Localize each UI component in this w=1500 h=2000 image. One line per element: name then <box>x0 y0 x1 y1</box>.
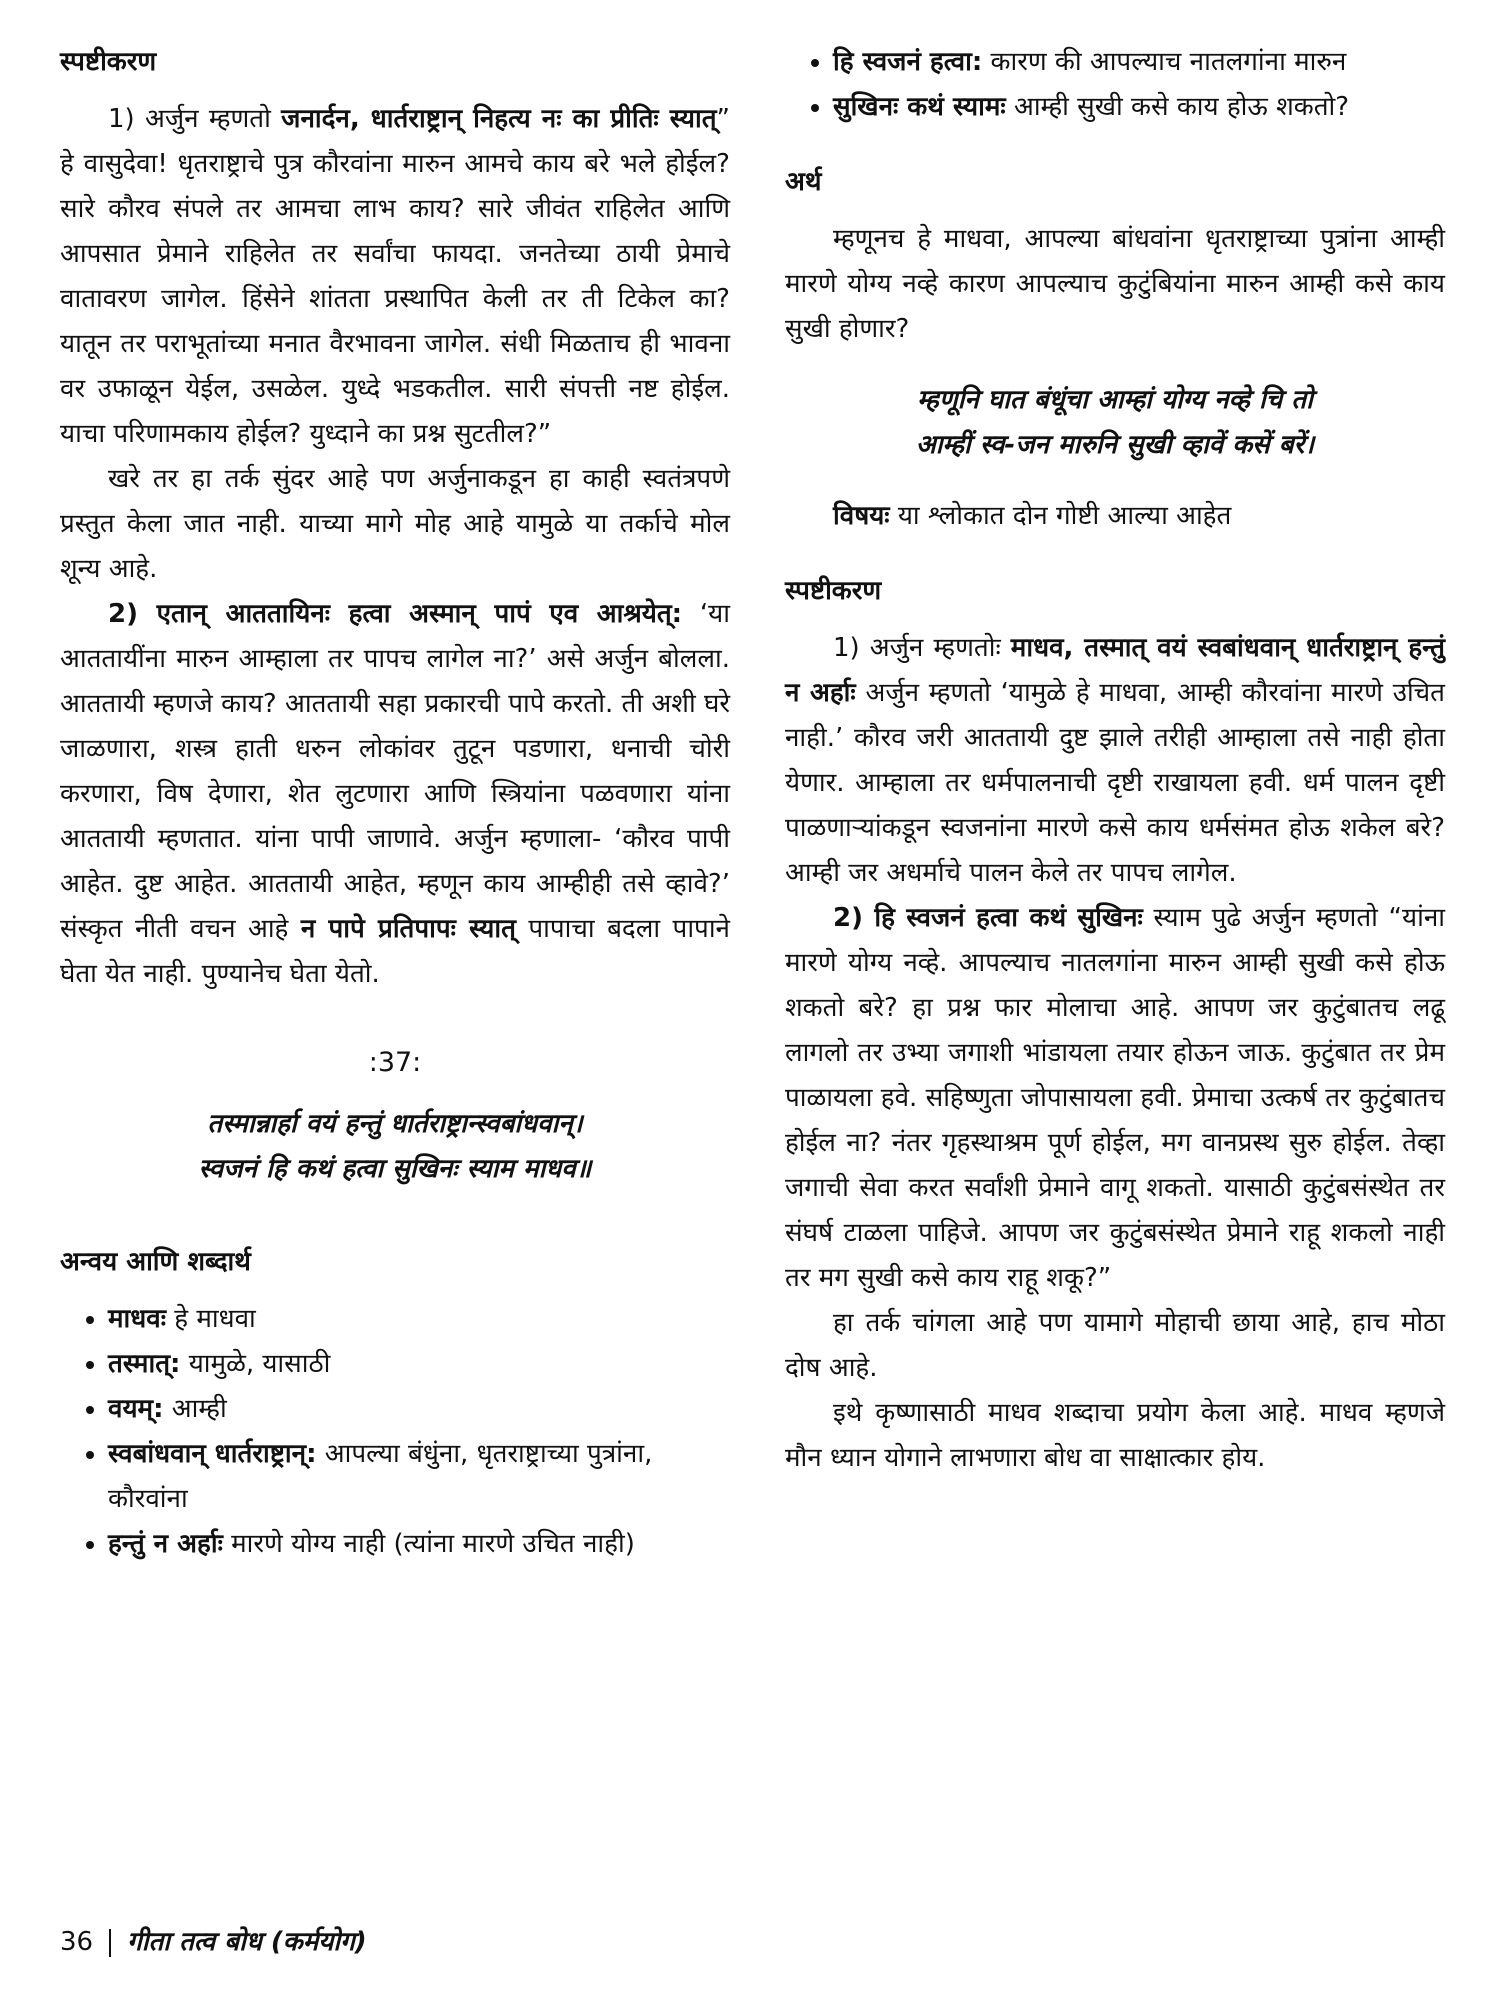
paragraph: खरे तर हा तर्क सुंदर आहे पण अर्जुनाकडून हा काही स्वतंत्रपणे प्रस्तुत केला जात नाही. याच्या मागे मोह आहे यामुळे या तर्काचे मोल शून्य आहे. <box>60 464 730 584</box>
page-footer <box>60 1922 367 1958</box>
paragraph: इथे कृष्णासाठी माधव शब्दाचा प्रयोग केला आहे. माधव म्हणजे मौन ध्यान योगाने लाभणारा बोध वा साक्षात्कार होय. <box>785 1398 1445 1473</box>
term: हन्तुं न अर्हाः <box>108 1529 223 1559</box>
list-item <box>833 40 1445 85</box>
list-item <box>108 1342 730 1387</box>
text: अर्जुन म्हणतो ‘यामुळे हे माधवा, आम्ही कौरवांना मारणे उचित नाही.’ कौरव जरी आततायी दुष्ट झाले तरीही आम्हाला तसे नाही होता येणार. आम्हाला तर धर्मपालनाची दृष्टी राखायला हवी. धर्म पालन दृष्टी पाळणाऱ्यांकडून स्वजनांना मारणे कसे काय धर्मसंमत होऊ शकेल बरे? आम्ही जर अधर्माचे पालन केले तर पापच लागेल. <box>785 678 1446 888</box>
right-column <box>785 40 1445 1481</box>
bold-text: जनार्दन, धार्तराष्ट्रान् निहत्य नः का प्रीतिः स्यात् <box>281 104 717 134</box>
verse-line: तस्मान्नार्हा वयं हन्तुं धार्तराष्ट्रान्स्वबांधवान्। <box>207 1109 583 1139</box>
meaning: मारणे योग्य नाही (त्यांना मारणे उचित नाही) <box>222 1529 635 1559</box>
bold-text: माधव, तस्मात् वयं स्वबांधवान् धार्तराष्ट्रान् हन्तुं न अर्हाः <box>785 633 1445 708</box>
text: या श्लोकात दोन गोष्टी आल्या आहेत <box>889 501 1232 531</box>
bold-text: विषयः <box>833 501 890 531</box>
ovi-line: म्हणूनि घात बंधूंचा आम्हां योग्य नव्हे चि तो <box>917 385 1313 415</box>
paragraph: म्हणूनच हे माधवा, आपल्या बांधवांना धृतराष्ट्राच्या पुत्रांना आम्ही मारणे योग्य नव्हे कारण आपल्याच कुटुंबियांना मारुन आम्ही कसे काय सुखी होणार? <box>785 224 1445 344</box>
paragraph <box>60 97 730 457</box>
section-heading: स्पष्टीकरण <box>60 47 157 77</box>
meaning: कारण की आपल्याच नातलगांना मारुन <box>982 47 1347 77</box>
term: वयम्: <box>108 1394 164 1424</box>
meaning: आम्ही सुखी कसे काय होऊ शकतो? <box>1005 92 1350 122</box>
text: ” हे वासुदेवा! धृतराष्ट्राचे पुत्र कौरवांना मारुन आमचे काय बरे भले होईल? सारे कौरव संपले तर आमचा लाभ काय? सारे जीवंत राहिलेत आणि आपसात प्रेमाने राहिलेत तर सर्वांचा फायदा. जनतेच्या ठायी प्रेमाचे वातावरण जागेल. हिंसेने शांतता प्रस्थापित केली तर ती टिकेल का? यातून तर पराभूतांच्या मनात वैरभावना जागेल. संधी मिळताच ही भावना वर उफाळून येईल, उसळेल. युध्दे भडकतील. सारी संपत्ती नष्ट होईल. याचा परिणामकाय होईल? युध्दाने का प्रश्न सुटतील?” <box>60 104 730 449</box>
text: पापाचा बदला पापाने घेता येत नाही. पुण्यानेच घेता येतो. <box>60 914 730 989</box>
term: सुखिनः कथं स्यामः <box>833 92 1006 122</box>
ovi-line: आम्हीं स्व-जन मारुनि सुखी व्हावें कसें बरें। <box>915 430 1315 460</box>
term: तस्मात्: <box>108 1349 181 1379</box>
list-item <box>108 1432 730 1522</box>
list-item <box>108 1387 730 1432</box>
left-column <box>60 40 730 1567</box>
list-item <box>108 1297 730 1342</box>
footer-divider <box>109 1929 111 1957</box>
meaning: आपल्या बंधुंना, धृतराष्ट्राच्या पुत्रांना, कौरवांना <box>108 1439 653 1514</box>
paragraph <box>785 626 1445 896</box>
section-heading: अर्थ <box>785 167 822 197</box>
bold-text: 2) हि स्वजनं हत्वा कथं सुखिनः <box>833 903 1143 933</box>
text: 1) अर्जुन म्हणतो <box>108 104 282 134</box>
list-item <box>108 1522 730 1567</box>
paragraph <box>60 592 730 997</box>
paragraph: हा तर्क चांगला आहे पण यामागे मोहाची छाया आहे, हाच मोठा दोष आहे. <box>785 1308 1445 1383</box>
meaning: यामुळे, यासाठी <box>180 1349 331 1379</box>
section-heading: अन्वय आणि शब्दार्थ <box>60 1247 251 1277</box>
book-title: गीता तत्व बोध (कर्मयोग) <box>127 1927 367 1957</box>
bold-text: 2) एतान् आततायिनः हत्वा अस्मान् पापं एव आश्रयेत्: <box>108 599 683 629</box>
page-number: 36 <box>60 1927 94 1957</box>
text: 1) अर्जुन म्हणतोः <box>833 633 1011 663</box>
list-item <box>833 85 1445 130</box>
verse-line: स्वजनं हि कथं हत्वा सुखिनः स्याम माधव॥ <box>198 1154 592 1184</box>
term: स्वबांधवान् धार्तराष्ट्रान्: <box>108 1439 317 1469</box>
paragraph <box>785 896 1445 1301</box>
subject-line <box>785 494 1445 539</box>
bold-text: न पापे प्रतिपापः स्यात् <box>300 914 516 944</box>
verse-number: :37: <box>368 1047 422 1078</box>
section-heading: स्पष्टीकरण <box>785 576 882 606</box>
word-meaning-list <box>785 40 1445 130</box>
term: हि स्वजनं हत्वा: <box>833 47 983 77</box>
term: माधवः <box>108 1304 166 1334</box>
word-meaning-list <box>60 1297 730 1567</box>
text: ‘या आततायींना मारुन आम्हाला तर पापच लागेल ना?’ असे अर्जुन बोलला. आततायी म्हणजे काय? आततायी सहा प्रकारची पापे करतो. ती अशी घरे जाळणारा, शस्त्र हाती धरुन लोकांवर तुटून पडणारा, धनाची चोरी करणारा, विष देणारा, शेत लुटणारा आणि स्त्रियांना पळवणारा यांना आततायी म्हणतात. यांना पापी जाणावे. अर्जुन म्हणाला- ‘कौरव पापी आहेत. दुष्ट आहेत. आततायी आहेत, म्हणून काय आम्हीही तसे व्हावे?’ संस्कृत नीती वचन आहे <box>60 599 730 944</box>
meaning: हे माधवा <box>165 1304 256 1334</box>
text: स्याम पुढे अर्जुन म्हणतो “यांना मारणे योग्य नव्हे. आपल्याच नातलगांना मारुन आम्ही सुखी कसे होऊ शकतो बरे? हा प्रश्न फार मोलाचा आहे. आपण जर कुटुंबातच लढू लागलो तर उभ्या जगाशी भांडायला तयार होऊन जाऊ. कुटुंबात तर प्रेम पाळायला हवे. सहिष्णुता जोपासायला हवी. प्रेमाचा उत्कर्ष तर कुटुंबातच होईल ना? नंतर गृहस्थाश्रम पूर्ण होईल, मग वानप्रस्थ सुरु होईल. तेव्हा जगाची सेवा करत सर्वांशी प्रेमाने वागू शकतो. यासाठी कुटुंबसंस्थेत तर संघर्ष टाळला पाहिजे. आपण जर कुटुंबसंस्थेत प्रेमाने राहू शकलो नाही तर मग सुखी कसे काय राहू शकू?” <box>785 903 1446 1293</box>
meaning: आम्ही <box>163 1394 227 1424</box>
